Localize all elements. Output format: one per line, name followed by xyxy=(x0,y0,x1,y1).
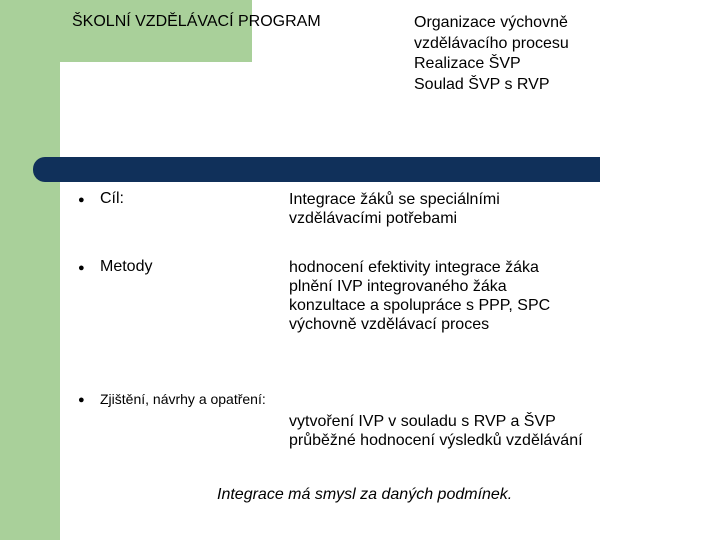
content-line: vytvoření IVP v souladu s RVP a ŠVP xyxy=(289,413,556,430)
divider-bar xyxy=(33,157,600,182)
conclusion-text: Integrace má smysl za daných podmínek. xyxy=(217,486,513,503)
subtitle-list xyxy=(414,13,569,95)
item-label-goal: Cíl: xyxy=(100,190,124,207)
item-content-goal xyxy=(289,190,500,228)
content-line: plnění IVP integrovaného žáka xyxy=(289,278,507,295)
bullet-icon: ● xyxy=(78,262,85,274)
content-line: Integrace žáků se speciálními xyxy=(289,191,500,208)
subtitle-line: Organizace výchovně xyxy=(414,14,568,31)
item-label-findings: Zjištění, návrhy a opatření: xyxy=(100,391,266,407)
item-content-findings xyxy=(289,412,583,450)
subtitle-line: vzdělávacího procesu xyxy=(414,34,569,52)
item-content-methods xyxy=(289,258,550,334)
content-line: hodnocení efektivity integrace žáka xyxy=(289,259,539,276)
content-line: výchovně vzdělávací proces xyxy=(289,316,490,333)
content-line: konzultace a spolupráce s PPP, SPC xyxy=(289,297,551,314)
subtitle-line: Realizace ŠVP xyxy=(414,55,521,72)
subtitle-line: Soulad ŠVP s RVP xyxy=(414,75,550,93)
item-label-methods: Metody xyxy=(100,258,153,275)
content-line: průběžné hodnocení výsledků vzdělávání xyxy=(289,432,583,449)
bullet-icon: ● xyxy=(78,394,85,406)
green-accent-side xyxy=(0,0,60,540)
bullet-icon: ● xyxy=(78,194,85,206)
content-line: vzdělávacími potřebami xyxy=(289,210,458,227)
page-title: ŠKOLNÍ VZDĚLÁVACÍ PROGRAM xyxy=(72,13,321,30)
